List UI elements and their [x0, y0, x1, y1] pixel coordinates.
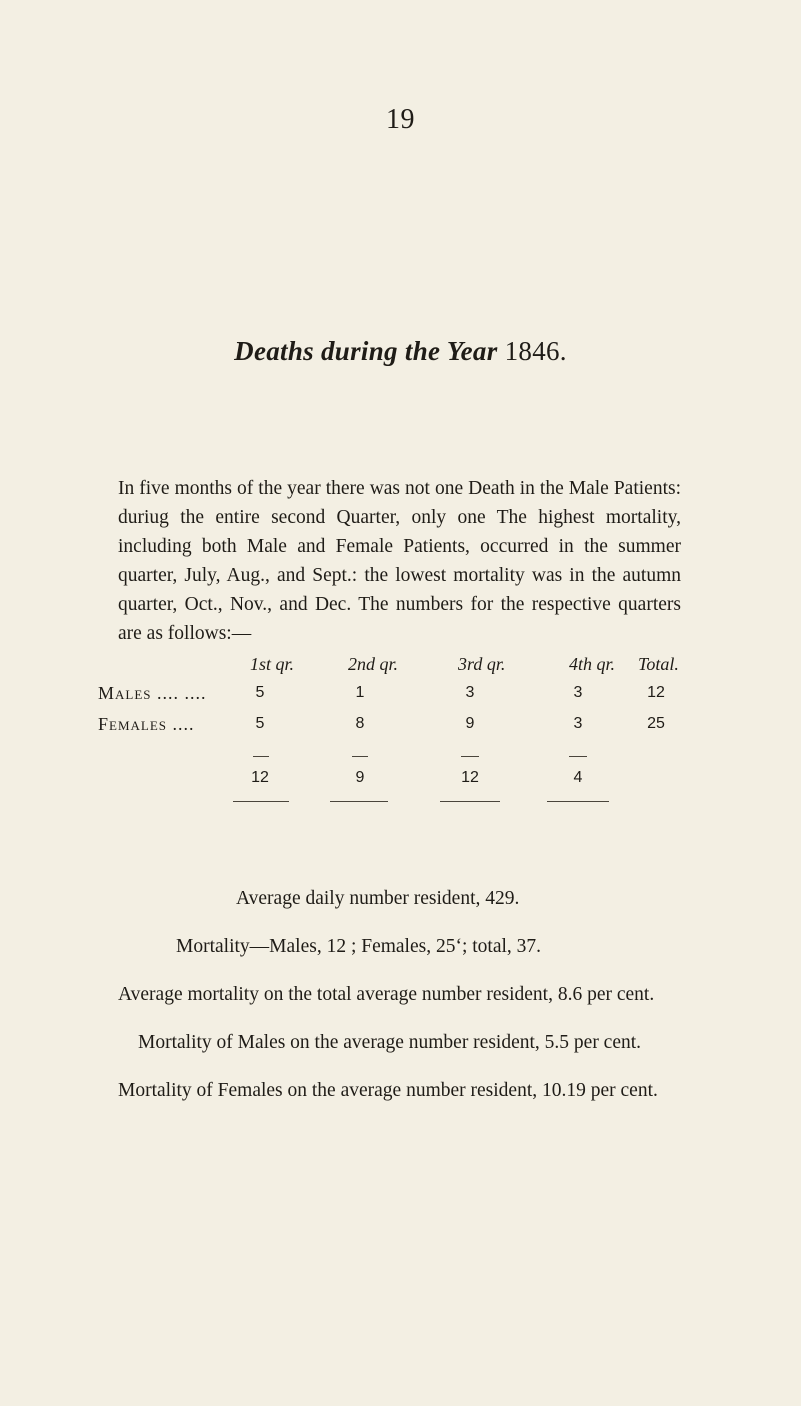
row-label-males: Males .... .... — [98, 683, 207, 703]
header-3rd-quarter: 3rd qr. — [458, 654, 506, 674]
header-2nd-quarter: 2nd qr. — [348, 654, 399, 674]
stat-average-daily-resident: Average daily number resident, 429. — [236, 888, 520, 909]
intro-paragraph: In five months of the year there was not one Death in the Male Patients: duriug the entire second Quarter, only one The highest mortality, including both Male and Female Patients, occurred in the summer quarter, July, Aug., and Sept.: the lowest mortality was in the autumn quarter, Oct., Nov., and Dec. The numbers for the respective quarters are as follows:— — [118, 478, 681, 644]
title-main: Deaths during the Year — [234, 336, 498, 366]
cell-females-q3: 9 — [465, 715, 475, 732]
cell-total-q4: 4 — [573, 769, 583, 786]
page-number: 19 — [386, 104, 415, 135]
row-label-females: Females .... — [98, 714, 195, 734]
header-1st-quarter: 1st qr. — [250, 654, 295, 674]
cell-females-q4: 3 — [573, 715, 583, 732]
cell-males-total: 12 — [647, 684, 665, 701]
rule-short-q2 — [352, 756, 368, 757]
rule-long-q1 — [233, 801, 289, 802]
rule-long-q4 — [547, 801, 609, 802]
cell-females-total: 25 — [647, 715, 665, 732]
rule-short-q4 — [569, 756, 587, 757]
stat-mortality-counts: Mortality—Males, 12 ; Females, 25‘; total, 37. — [176, 936, 542, 957]
cell-females-q1: 5 — [255, 715, 265, 732]
cell-total-q1: 12 — [251, 769, 269, 786]
cell-males-q1: 5 — [255, 684, 265, 701]
cell-total-q2: 9 — [355, 769, 365, 786]
stat-female-mortality: Mortality of Females on the average number resident, 10.19 per cent. — [118, 1080, 658, 1101]
rule-long-q3 — [440, 801, 500, 802]
cell-females-q2: 8 — [355, 715, 365, 732]
cell-males-q4: 3 — [573, 684, 583, 701]
header-total: Total. — [638, 654, 679, 674]
cell-males-q3: 3 — [465, 684, 475, 701]
title-year: 1846. — [504, 336, 567, 366]
rule-short-q1 — [253, 756, 269, 757]
rule-short-q3 — [461, 756, 479, 757]
cell-total-q3: 12 — [461, 769, 479, 786]
rule-long-q2 — [330, 801, 388, 802]
mortality-table — [98, 654, 681, 864]
stat-male-mortality: Mortality of Males on the average number resident, 5.5 per cent. — [138, 1032, 642, 1053]
cell-males-q2: 1 — [355, 684, 365, 701]
page-title — [0, 336, 801, 367]
stat-average-mortality: Average mortality on the total average number resident, 8.6 per cent. — [118, 984, 655, 1005]
header-4th-quarter: 4th qr. — [569, 654, 616, 674]
